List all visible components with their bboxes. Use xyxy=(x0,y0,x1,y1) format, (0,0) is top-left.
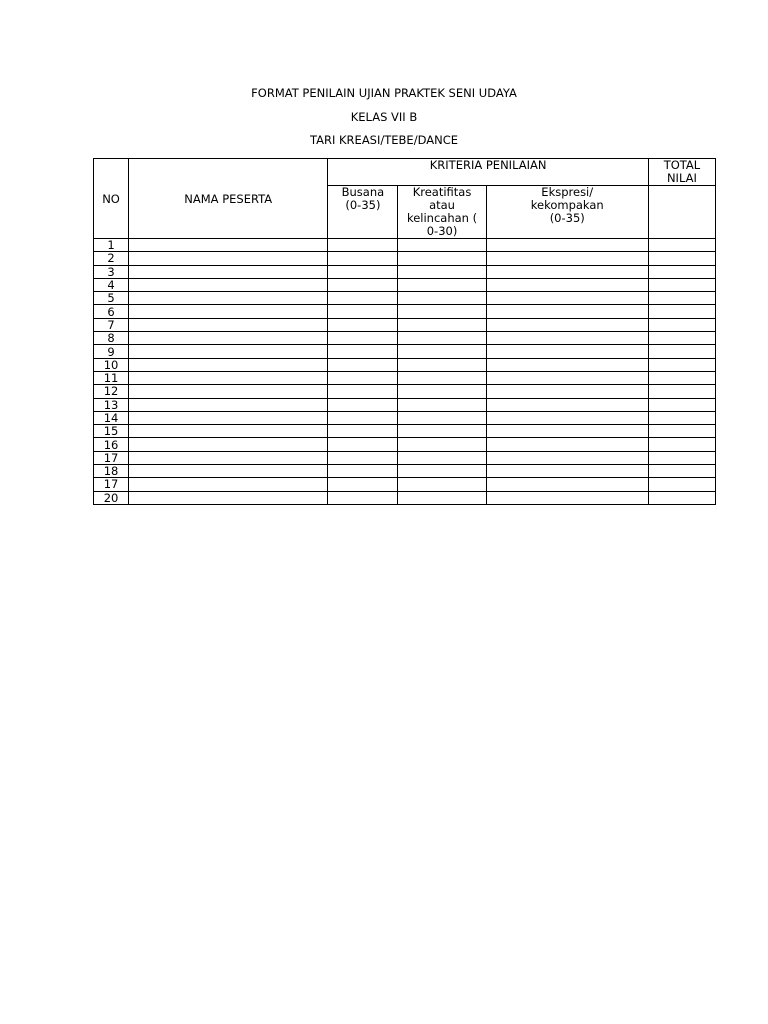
table-row xyxy=(94,332,716,345)
table-row xyxy=(94,371,716,384)
header-kreatifitas-line: atau xyxy=(429,198,455,212)
ekspresi-score-cell[interactable] xyxy=(486,305,648,318)
ekspresi-score-cell[interactable] xyxy=(486,411,648,424)
header-criteria: KRITERIA PENILAIAN xyxy=(328,159,649,186)
table-row xyxy=(94,292,716,305)
header-no: NO xyxy=(94,159,129,239)
kreatifitas-score-cell[interactable] xyxy=(398,345,486,358)
ekspresi-score-cell[interactable] xyxy=(486,491,648,504)
header-busana xyxy=(328,186,398,239)
ekspresi-score-cell[interactable] xyxy=(486,239,648,252)
ekspresi-score-cell[interactable] xyxy=(486,478,648,491)
header-kreatifitas-line: Kreatifitas xyxy=(412,185,472,199)
busana-score-cell[interactable] xyxy=(328,292,398,305)
total-score-cell[interactable] xyxy=(648,411,715,424)
busana-score-cell[interactable] xyxy=(328,305,398,318)
kreatifitas-score-cell[interactable] xyxy=(398,491,486,504)
ekspresi-score-cell[interactable] xyxy=(486,265,648,278)
table-row xyxy=(94,425,716,438)
header-ekspresi-line: Ekspresi/ xyxy=(541,185,594,199)
kreatifitas-score-cell[interactable] xyxy=(398,465,486,478)
total-score-cell[interactable] xyxy=(648,491,715,504)
table-row xyxy=(94,252,716,265)
header-total-line: NILAI xyxy=(666,171,697,185)
kreatifitas-score-cell[interactable] xyxy=(398,478,486,491)
busana-score-cell[interactable] xyxy=(328,425,398,438)
row-number: 17 xyxy=(94,478,129,491)
participant-name-cell[interactable] xyxy=(129,438,328,451)
total-score-cell[interactable] xyxy=(648,451,715,464)
participant-name-cell[interactable] xyxy=(129,465,328,478)
busana-score-cell[interactable] xyxy=(328,491,398,504)
table-row xyxy=(94,239,716,252)
kreatifitas-score-cell[interactable] xyxy=(398,292,486,305)
participant-name-cell[interactable] xyxy=(129,332,328,345)
total-score-cell[interactable] xyxy=(648,292,715,305)
participant-name-cell[interactable] xyxy=(129,491,328,504)
table-row xyxy=(94,491,716,504)
class-label: KELAS VII B xyxy=(350,110,418,124)
header-busana-line: Busana xyxy=(341,185,385,199)
kreatifitas-score-cell[interactable] xyxy=(398,411,486,424)
table-row xyxy=(94,265,716,278)
ekspresi-score-cell[interactable] xyxy=(486,345,648,358)
header-ekspresi-line: kekompakan xyxy=(530,198,604,212)
participant-name-cell[interactable] xyxy=(129,278,328,291)
busana-score-cell[interactable] xyxy=(328,411,398,424)
kreatifitas-score-cell[interactable] xyxy=(398,332,486,345)
ekspresi-score-cell[interactable] xyxy=(486,398,648,411)
kreatifitas-score-cell[interactable] xyxy=(398,239,486,252)
row-number: 9 xyxy=(94,345,129,358)
table-row xyxy=(94,318,716,331)
category-label: TARI KREASI/TEBE/DANCE xyxy=(309,133,458,147)
table-row xyxy=(94,345,716,358)
ekspresi-score-cell[interactable] xyxy=(486,451,648,464)
table-row xyxy=(94,478,716,491)
ekspresi-score-cell[interactable] xyxy=(486,252,648,265)
busana-score-cell[interactable] xyxy=(328,465,398,478)
row-number: 1 xyxy=(94,239,129,252)
busana-score-cell[interactable] xyxy=(328,358,398,371)
total-score-cell[interactable] xyxy=(648,265,715,278)
header-kreatifitas-line: kelincahan ( xyxy=(406,211,478,225)
participant-name-cell[interactable] xyxy=(129,398,328,411)
kreatifitas-score-cell[interactable] xyxy=(398,438,486,451)
busana-score-cell[interactable] xyxy=(328,345,398,358)
kreatifitas-score-cell[interactable] xyxy=(398,385,486,398)
participant-name-cell[interactable] xyxy=(129,478,328,491)
total-score-cell[interactable] xyxy=(648,318,715,331)
table-row xyxy=(94,451,716,464)
participant-name-cell[interactable] xyxy=(129,425,328,438)
participant-name-cell[interactable] xyxy=(129,371,328,384)
participant-name-cell[interactable] xyxy=(129,358,328,371)
participant-name-cell[interactable] xyxy=(129,318,328,331)
participant-name-cell[interactable] xyxy=(129,451,328,464)
total-score-cell[interactable] xyxy=(648,332,715,345)
table-row xyxy=(94,358,716,371)
ekspresi-score-cell[interactable] xyxy=(486,465,648,478)
kreatifitas-score-cell[interactable] xyxy=(398,451,486,464)
row-number: 3 xyxy=(94,265,129,278)
participant-name-cell[interactable] xyxy=(129,265,328,278)
ekspresi-score-cell[interactable] xyxy=(486,358,648,371)
ekspresi-score-cell[interactable] xyxy=(486,332,648,345)
row-number: 18 xyxy=(94,465,129,478)
total-score-cell[interactable] xyxy=(648,385,715,398)
kreatifitas-score-cell[interactable] xyxy=(398,318,486,331)
row-number: 20 xyxy=(94,491,129,504)
kreatifitas-score-cell[interactable] xyxy=(398,371,486,384)
total-score-cell[interactable] xyxy=(648,345,715,358)
total-score-cell[interactable] xyxy=(648,398,715,411)
ekspresi-score-cell[interactable] xyxy=(486,385,648,398)
row-number: 7 xyxy=(94,318,129,331)
header-busana-line: (0-35) xyxy=(345,198,381,212)
total-score-cell[interactable] xyxy=(648,478,715,491)
header-name: NAMA PESERTA xyxy=(129,159,328,239)
kreatifitas-score-cell[interactable] xyxy=(398,358,486,371)
busana-score-cell[interactable] xyxy=(328,385,398,398)
row-number: 14 xyxy=(94,411,129,424)
row-number: 2 xyxy=(94,252,129,265)
ekspresi-score-cell[interactable] xyxy=(486,425,648,438)
busana-score-cell[interactable] xyxy=(328,332,398,345)
row-number: 13 xyxy=(94,398,129,411)
kreatifitas-score-cell[interactable] xyxy=(398,278,486,291)
total-score-cell[interactable] xyxy=(648,252,715,265)
row-number: 6 xyxy=(94,305,129,318)
header-ekspresi-line: (0-35) xyxy=(549,211,585,225)
ekspresi-score-cell[interactable] xyxy=(486,292,648,305)
kreatifitas-score-cell[interactable] xyxy=(398,398,486,411)
row-number: 16 xyxy=(94,438,129,451)
total-score-cell[interactable] xyxy=(648,305,715,318)
table-row xyxy=(94,398,716,411)
ekspresi-score-cell[interactable] xyxy=(486,278,648,291)
header-total-line: TOTAL xyxy=(663,158,701,172)
row-number: 15 xyxy=(94,425,129,438)
participant-name-cell[interactable] xyxy=(129,252,328,265)
table-row xyxy=(94,465,716,478)
participant-name-cell[interactable] xyxy=(129,239,328,252)
table-row xyxy=(94,411,716,424)
form-title: FORMAT PENILAIN UJIAN PRAKTEK SENI UDAYA xyxy=(251,86,517,100)
busana-score-cell[interactable] xyxy=(328,478,398,491)
participant-name-cell[interactable] xyxy=(129,345,328,358)
row-number: 12 xyxy=(94,385,129,398)
ekspresi-score-cell[interactable] xyxy=(486,371,648,384)
table-row xyxy=(94,385,716,398)
participant-name-cell[interactable] xyxy=(129,305,328,318)
header-kreatifitas xyxy=(398,186,486,239)
total-score-cell[interactable] xyxy=(648,438,715,451)
total-score-cell[interactable] xyxy=(648,425,715,438)
total-score-cell[interactable] xyxy=(648,278,715,291)
busana-score-cell[interactable] xyxy=(328,265,398,278)
header-total-empty xyxy=(648,186,715,239)
busana-score-cell[interactable] xyxy=(328,278,398,291)
participant-name-cell[interactable] xyxy=(129,385,328,398)
row-number: 5 xyxy=(94,292,129,305)
busana-score-cell[interactable] xyxy=(328,318,398,331)
kreatifitas-score-cell[interactable] xyxy=(398,305,486,318)
ekspresi-score-cell[interactable] xyxy=(486,438,648,451)
row-number: 8 xyxy=(94,332,129,345)
row-number: 4 xyxy=(94,278,129,291)
kreatifitas-score-cell[interactable] xyxy=(398,425,486,438)
table-row xyxy=(94,305,716,318)
table-row xyxy=(94,278,716,291)
header-kreatifitas-line: 0-30) xyxy=(426,224,458,238)
table-row xyxy=(94,438,716,451)
participant-name-cell[interactable] xyxy=(129,411,328,424)
total-score-cell[interactable] xyxy=(648,239,715,252)
busana-score-cell[interactable] xyxy=(328,252,398,265)
busana-score-cell[interactable] xyxy=(328,438,398,451)
participant-name-cell[interactable] xyxy=(129,292,328,305)
row-number: 11 xyxy=(94,371,129,384)
header-ekspresi xyxy=(486,186,648,239)
busana-score-cell[interactable] xyxy=(328,239,398,252)
header-total xyxy=(648,159,715,186)
kreatifitas-score-cell[interactable] xyxy=(398,252,486,265)
row-number: 17 xyxy=(94,451,129,464)
assessment-table xyxy=(93,158,716,505)
busana-score-cell[interactable] xyxy=(328,371,398,384)
table-body xyxy=(94,239,716,505)
busana-score-cell[interactable] xyxy=(328,451,398,464)
total-score-cell[interactable] xyxy=(648,358,715,371)
row-number: 10 xyxy=(94,358,129,371)
busana-score-cell[interactable] xyxy=(328,398,398,411)
ekspresi-score-cell[interactable] xyxy=(486,318,648,331)
total-score-cell[interactable] xyxy=(648,465,715,478)
total-score-cell[interactable] xyxy=(648,371,715,384)
kreatifitas-score-cell[interactable] xyxy=(398,265,486,278)
